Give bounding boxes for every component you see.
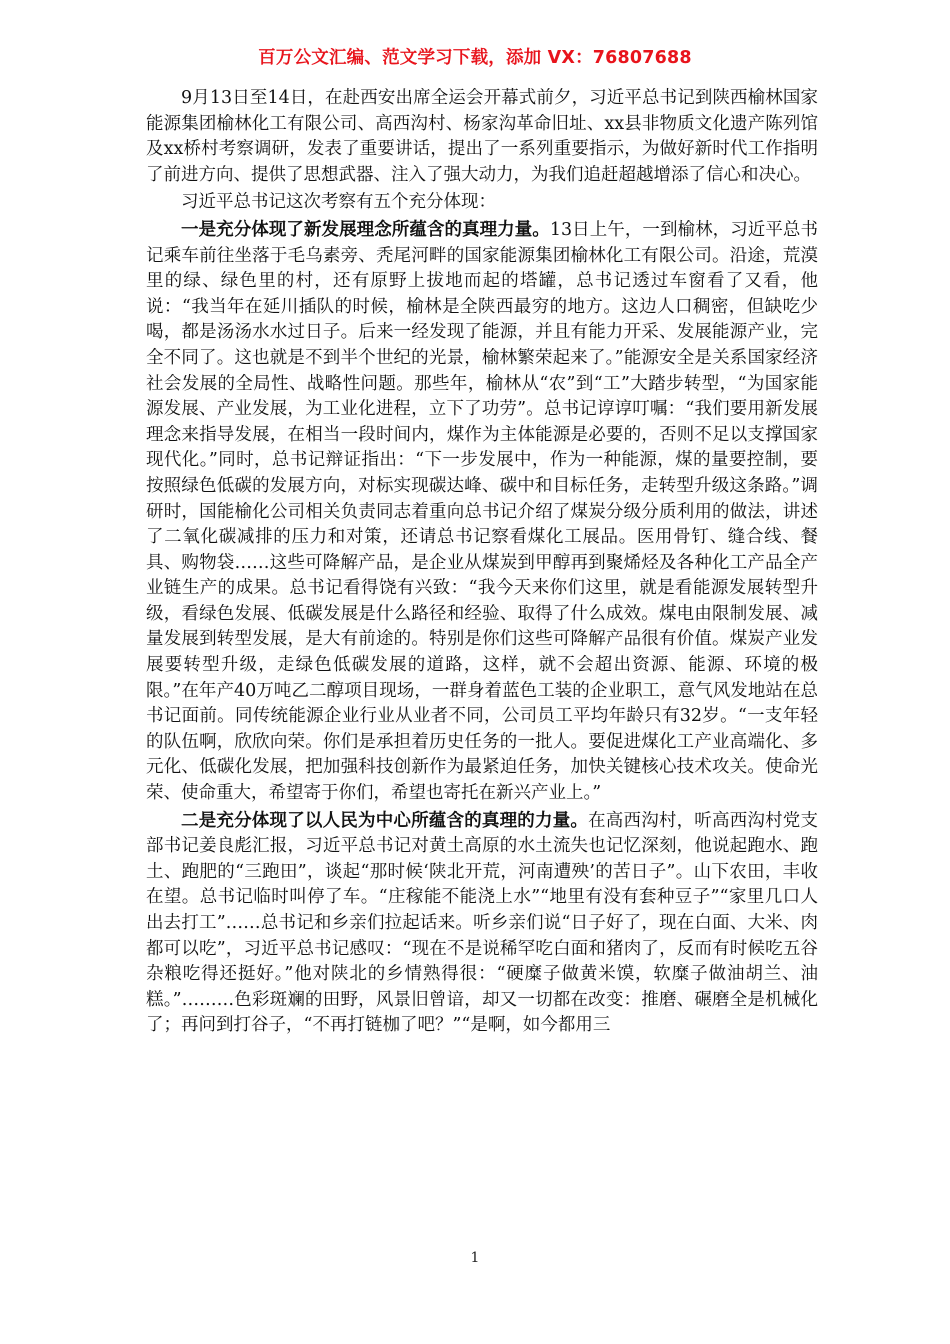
paragraph-intro (146, 86, 818, 188)
paragraph-point-two (146, 809, 818, 1039)
watermark-header: 百万公文汇编、范文学习下载，添加 VX：76807688 (258, 48, 692, 68)
paragraph-lead: 二是充分体现了以人民为中心所蕴含的真理的力量。 (181, 810, 589, 831)
page-number: 1 (470, 1250, 480, 1266)
paragraph-summary (146, 190, 818, 216)
paragraph-lead: 一是充分体现了新发展理念所蕴含的真理力量。 (181, 219, 550, 240)
paragraph-text: 习近平总书记这次考察有五个充分体现： (181, 192, 496, 213)
paragraph-text: 13日上午，一到榆林，习近平总书记乘车前往坐落于毛乌素旁、秃尾河畔的国家能源集团榆林化工有限公司。沿途，荒漠里的绿、绿色里的村，还有原野上拔地而起的塔罐，总书记透过车窗看了又看，他说：“我当年在延川插队的时候，榆林是全陕西最穷的地方。这边人口稠密，但缺吃少喝，都是汤汤水水过日子。后来一经发现了能源，并且有能力开采、发展能源产业，完全不同了。这也就是不到半个世纪的光景，榆林繁荣起来了。”能源安全是关系国家经济社会发展的全局性、战略性问题。那些年，榆林从“农”到“工”大踏步转型，“为国家能源发展、产业发展，为工业化进程，立下了功劳”。总书记谆谆叮嘱：“我们要用新发展理念来指导发展，在相当一段时间内，煤作为主体能源是必要的，否则不足以支撑国家现代化。”同时，总书记辩证指出：“下一步发展中，作为一种能源，煤的量要控制，要按照绿色低碳的发展方向，对标实现碳达峰、碳中和目标任务，走转型升级这条路。”调研时，国能榆化公司相关负责同志着重向总书记介绍了煤炭分级分质利用的做法，讲述了二氧化碳减排的压力和对策，还请总书记察看煤化工展品。医用骨钉、缝合线、餐具、购物袋……这些可降解产品，是企业从煤炭到甲醇再到聚烯烃及各种化工产品全产业链生产的成果。总书记看得饶有兴致：“我今天来你们这里，就是看能源发展转型升级，看绿色发展、低碳发展是什么路径和经验、取得了什么成效。煤电由限制发展、减量发展到转型发展，是大有前途的。特别是你们这些可降解产品很有价值。煤炭产业发展要转型升级，走绿色低碳发展的道路，这样，就不会超出资源、能源、环境的极限。”在年产40万吨乙二醇项目现场，一群身着蓝色工装的企业职工，意气风发地站在总书记面前。同传统能源企业行业从业者不同，公司员工平均年龄只有32岁。“一支年轻的队伍啊，欣欣向荣。你们是承担着历史任务的一批人。要促进煤化工产业高端化、多元化、低碳化发展，把加强科技创新作为最紧迫任务，加快关键核心技术攻关。使命光荣、使命重大，希望寄于你们，希望也寄托在新兴产业上。” (146, 219, 818, 804)
paragraph-point-one (146, 218, 818, 807)
paragraph-text: 在高西沟村，听高西沟村党支部书记姜良彪汇报，习近平总书记对黄土高原的水土流失也记忆深刻，他说起跑水、跑土、跑肥的“三跑田”，谈起“那时候‘陕北开荒，河南遭殃’的苦日子”。山下农田，丰收在望。总书记临时叫停了车。“庄稼能不能浇上水”“地里有没有套种豆子”“家里几口人出去打工”……总书记和乡亲们拉起话来。听乡亲们说“日子好了，现在白面、大米、肉都可以吃”，习近平总书记感叹：“现在不是说稀罕吃白面和猪肉了，反而有时候吃五谷杂粮吃得还挺好。”他对陕北的乡情熟得很：“硬糜子做黄米馍，软糜子做油胡兰、油糕。”………色彩斑斓的田野，风景旧曾谙，却又一切都在改变：推磨、碾磨全是机械化了；再问到打谷子，“不再打链枷了吧？”“是啊，如今都用三 (146, 810, 819, 1036)
document-body (146, 86, 818, 1039)
paragraph-text: 9月13日至14日，在赴西安出席全运会开幕式前夕，习近平总书记到陕西榆林国家能源集团榆林化工有限公司、高西沟村、杨家沟革命旧址、xx县非物质文化遗产陈列馆及xx桥村考察调研，发表了重要讲话，提出了一系列重要指示，为做好新时代工作指明了前进方向、提供了思想武器、注入了强大动力，为我们追赶超越增添了信心和决心。 (146, 88, 818, 185)
